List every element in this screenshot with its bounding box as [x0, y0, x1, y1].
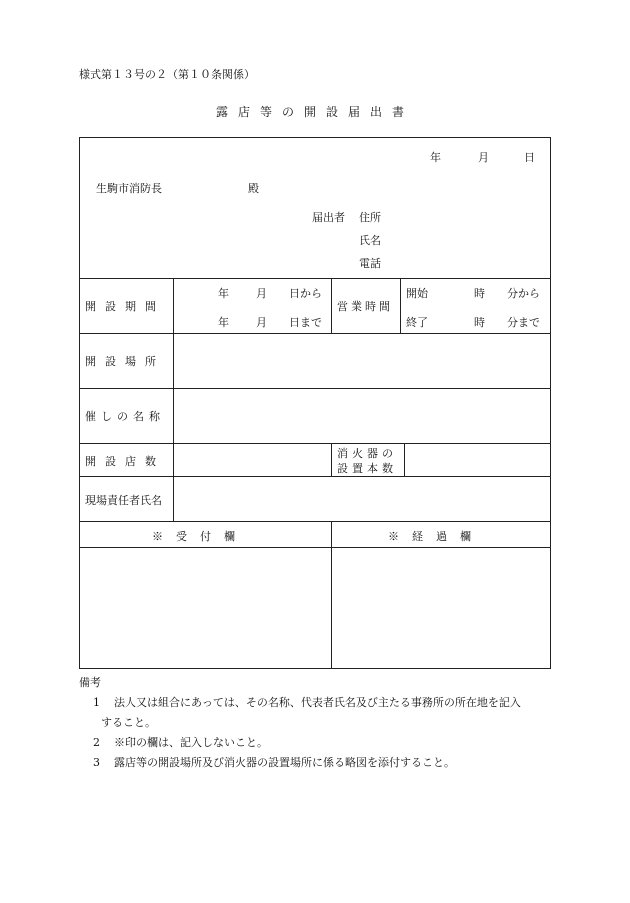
- stalls-label: 開設店数: [85, 455, 165, 468]
- extinguisher-label-2: 設置本数: [337, 462, 397, 475]
- note-item: [79, 753, 521, 773]
- progress-label: ※経過欄: [388, 530, 484, 543]
- hours-start-hour: 時: [474, 287, 485, 300]
- notes-section: [79, 673, 521, 773]
- row-divider: [79, 521, 551, 522]
- column-divider: [404, 443, 405, 476]
- applicant-phone-label: 電話: [359, 257, 381, 270]
- period-label: 開設期間: [85, 300, 165, 313]
- note-text: ※印の欄は、記入しないこと。: [114, 736, 268, 749]
- hours-end-minute: 分まで: [507, 316, 540, 329]
- column-divider: [331, 521, 332, 669]
- note-item: [79, 733, 521, 753]
- hours-start-minute: 分から: [507, 287, 540, 300]
- note-text: 法人又は組合にあっては、その名称、代表者氏名及び主たる事務所の所在地を記入: [114, 696, 521, 709]
- period-from-day: 日から: [289, 287, 322, 300]
- note-continuation: すること。: [101, 716, 156, 729]
- form-number: 様式第１３号の２（第１０条関係）: [79, 68, 255, 81]
- row-divider: [79, 278, 551, 279]
- column-divider: [400, 278, 401, 333]
- hours-label: 営業時間: [337, 300, 393, 313]
- event-name-label: 催しの名称: [85, 410, 165, 423]
- column-divider: [331, 443, 332, 476]
- row-divider: [79, 333, 551, 334]
- applicant-label: 届出者: [312, 211, 345, 224]
- extinguisher-label-1: 消火器の: [337, 447, 397, 460]
- period-to-day: 日まで: [289, 316, 322, 329]
- form-title: 露店等の開設届出書: [215, 105, 414, 119]
- hours-end-hour: 時: [474, 316, 485, 329]
- row-divider: [79, 388, 551, 389]
- applicant-name-label: 氏名: [359, 234, 381, 247]
- note-item: [79, 693, 521, 713]
- hours-end-prefix: 終了: [406, 316, 428, 329]
- note-number: 3: [93, 756, 100, 769]
- reception-label: ※受付欄: [152, 530, 248, 543]
- row-divider: [79, 443, 551, 444]
- hours-start-prefix: 開始: [406, 287, 428, 300]
- period-from-year: 年: [218, 287, 229, 300]
- period-to-year: 年: [218, 316, 229, 329]
- note-text: 露店等の開設場所及び消火器の設置場所に係る略図を添付すること。: [114, 756, 455, 769]
- date-day-label: 日: [524, 151, 535, 164]
- date-year-label: 年: [430, 151, 441, 164]
- applicant-address-label: 住所: [359, 211, 381, 224]
- row-divider: [79, 547, 551, 548]
- addressee-honorific: 殿: [248, 182, 259, 195]
- column-divider: [173, 278, 174, 521]
- notes-heading: 備考: [79, 676, 101, 689]
- row-divider: [79, 476, 551, 477]
- note-number: 1: [93, 696, 100, 709]
- column-divider: [331, 278, 332, 333]
- note-number: 2: [93, 736, 100, 749]
- date-month-label: 月: [478, 151, 489, 164]
- addressee-name: 生駒市消防長: [96, 182, 162, 195]
- location-label: 開設場所: [85, 355, 165, 368]
- manager-label: 現場責任者氏名: [85, 494, 162, 507]
- period-to-month: 月: [256, 316, 267, 329]
- period-from-month: 月: [256, 287, 267, 300]
